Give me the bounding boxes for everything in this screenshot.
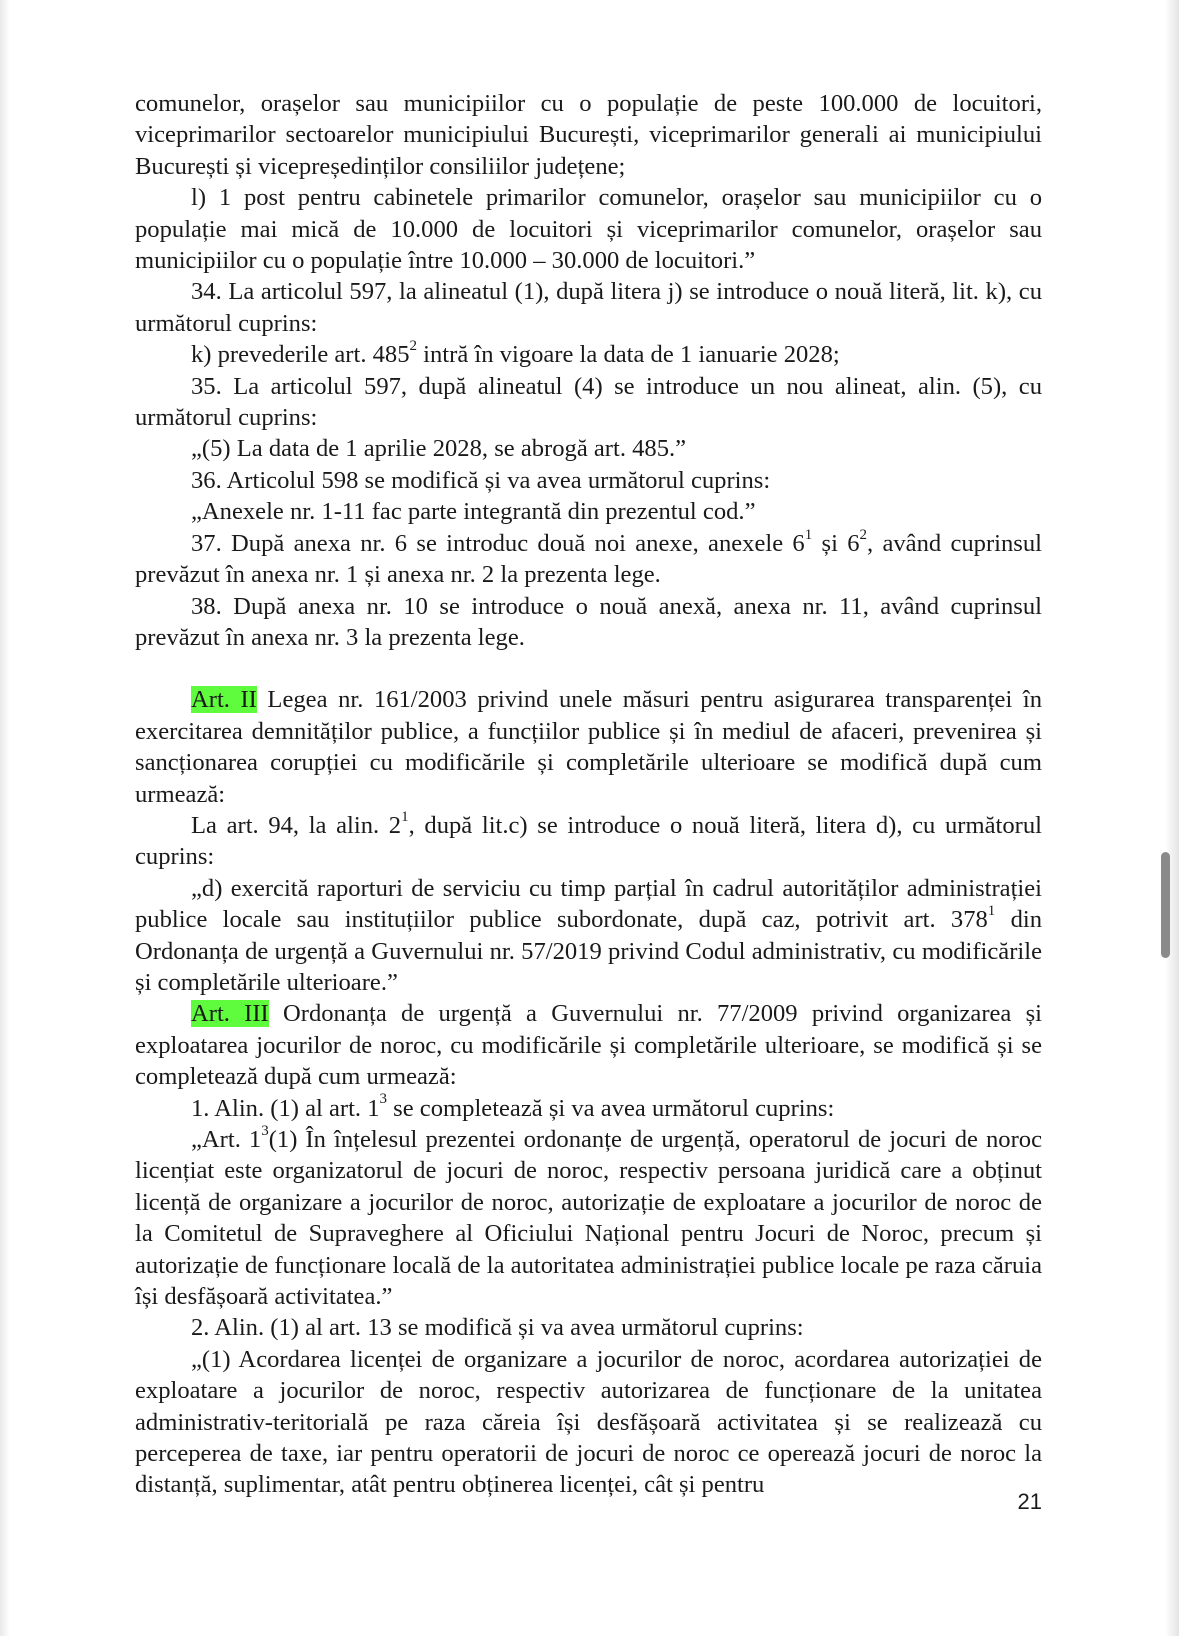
paragraph-k-text-a: k) prevederile art. 485 — [191, 341, 410, 369]
paragraph-art94 — [135, 810, 1042, 873]
page-number: 21 — [1017, 1489, 1042, 1514]
article-ii-text: Legea nr. 161/2003 privind unele măsuri pentru asigurarea transparenței în exercitarea demnităților publice, a funcțiilor publice și în mediul de afaceri, prevenirea și sancționarea corupției cu modificările și completările ulterioare se modifică după cum urmează: — [135, 686, 1042, 808]
paragraph-alin1-text-b: se completează și va avea următorul cuprins: — [387, 1094, 835, 1122]
paragraph-34: 34. La articolul 597, la alineatul (1), după litera j) se introduce o nouă literă, lit. k), cu următorul cuprins: — [135, 278, 1042, 337]
paragraph-quote-5: „(5) La data de 1 aprilie 2028, se abrogă art. 485.” — [191, 435, 687, 463]
paragraph-37-text-a: 37. După anexa nr. 6 se introduc două noi anexe, anexele 6 — [191, 529, 805, 557]
paragraph-quote-d-text-a: „d) exercită raporturi de serviciu cu timp parțial în cadrul autorităților administrației publice locale sau instituțiilor publice subordonate, după caz, potrivit art. 378 — [135, 874, 1042, 934]
paragraph-art94-text-a: La art. 94, la alin. 2 — [191, 811, 402, 839]
paragraph-quote-licenta: „(1) Acordarea licenței de organizare a jocurilor de noroc, acordarea autorizației de exploatare a jocurilor de noroc, respectiv autorizarea de funcționare de la unitatea administrativ-teritorială pe raza căreia își desfășoară activitatea și se realizează cu perceperea de taxe, iar pentru operatorii de jocuri de noroc ce operează jocuri de noroc la distanță, suplimentar, atât pentru obținerea licenței, cât și pentru — [135, 1345, 1042, 1499]
superscript: 1 — [804, 526, 813, 543]
superscript: 3 — [261, 1122, 269, 1139]
paragraph-1: comunelor, orașelor sau municipiilor cu o populație de peste 100.000 de locuitori, viceprimarilor sectoarelor municipiului București, viceprimarilor generali ai municipiului București și vicepreședinților consiliilor județene; — [135, 90, 1042, 180]
page-shadow-right — [1165, 0, 1179, 1636]
article-iii-label: Art. III — [191, 1000, 269, 1028]
article-ii — [135, 684, 1042, 810]
paragraph-alin1-art13 — [135, 1093, 1042, 1124]
superscript: 3 — [379, 1091, 388, 1108]
paragraph-37-text-c: , având cuprinsul prevăzut în anexa nr. 1 și anexa nr. 2 la prezenta lege. — [135, 529, 1043, 589]
document-body — [135, 88, 1042, 1501]
paragraph-art94-text-b: , după lit.c) se introduce o nouă literă, litera d), cu următorul cuprins: — [135, 811, 1042, 871]
article-iii-text: Ordonanța de urgență a Guvernului nr. 77/2009 privind organizarea și exploatarea jocurilor de noroc, cu modificările și completările ulterioare, se modifică și se completează după cum urmează: — [135, 1000, 1042, 1091]
superscript: 1 — [401, 808, 409, 825]
paragraph-37-text-b: și 6 — [812, 529, 860, 557]
paragraph-k-text-b: intră în vigoare la data de 1 ianuarie 2028; — [417, 341, 840, 369]
paragraph-quote-anexe: „Anexele nr. 1-11 fac parte integrantă din prezentul cod.” — [191, 498, 756, 526]
paragraph-quote-d-text-b: din Ordonanța de urgență a Guvernului nr. 57/2019 privind Codul administrativ, cu modificările și completările ulterioare.” — [135, 906, 1042, 996]
article-iii — [135, 998, 1042, 1092]
paragraph-37 — [135, 528, 1042, 591]
paragraph-alin1-text-a: 1. Alin. (1) al art. 1 — [191, 1094, 380, 1122]
paragraph-36: 36. Articolul 598 se modifică și va avea următorul cuprins: — [191, 466, 771, 494]
paragraph-2: l) 1 post pentru cabinetele primarilor comunelor, orașelor sau municipiilor cu o populație mai mică de 10.000 de locuitori și viceprimarilor comunelor, orașelor sau municipiilor cu o populație între 10.000 – 30.000 de locuitori.” — [135, 184, 1042, 275]
paragraph-quote-art13-text-a: „Art. 1 — [191, 1126, 262, 1153]
page-shadow-left — [0, 0, 10, 1636]
paragraph-quote-art13-text-b: (1) În înțelesul prezentei ordonanțe de urgență, operatorul de jocuri de noroc licențiat este organizatorul de jocuri de noroc, respectiv persoana juridică care a obținut licență de organizare a jocurilor de noroc, autorizație de exploatare a jocurilor de noroc de la Comitetul de Supraveghere al Oficiului Național pentru Jocuri de Noroc, precum și autorizație de funcționare locală de la autoritatea administrației publice locale pe raza căruia își desfășoară activitatea.” — [135, 1126, 1043, 1311]
paragraph-k — [135, 339, 1042, 370]
scrollbar-thumb[interactable] — [1161, 852, 1170, 958]
paragraph-quote-art13 — [135, 1124, 1042, 1312]
paragraph-38: 38. După anexa nr. 10 se introduce o nouă anexă, anexa nr. 11, având cuprinsul prevăzut în anexa nr. 3 la prezenta lege. — [135, 592, 1042, 651]
article-ii-label: Art. II — [191, 686, 257, 714]
section-gap — [135, 653, 1042, 684]
superscript: 1 — [987, 902, 996, 919]
paragraph-35: 35. La articolul 597, după alineatul (4) se introduce un nou alineat, alin. (5), cu următorul cuprins: — [135, 372, 1042, 432]
superscript: 2 — [859, 526, 868, 543]
paragraph-alin1-art-13: 2. Alin. (1) al art. 13 se modifică și va avea următorul cuprins: — [191, 1314, 804, 1342]
paragraph-quote-d — [135, 873, 1042, 999]
superscript: 2 — [409, 338, 418, 355]
